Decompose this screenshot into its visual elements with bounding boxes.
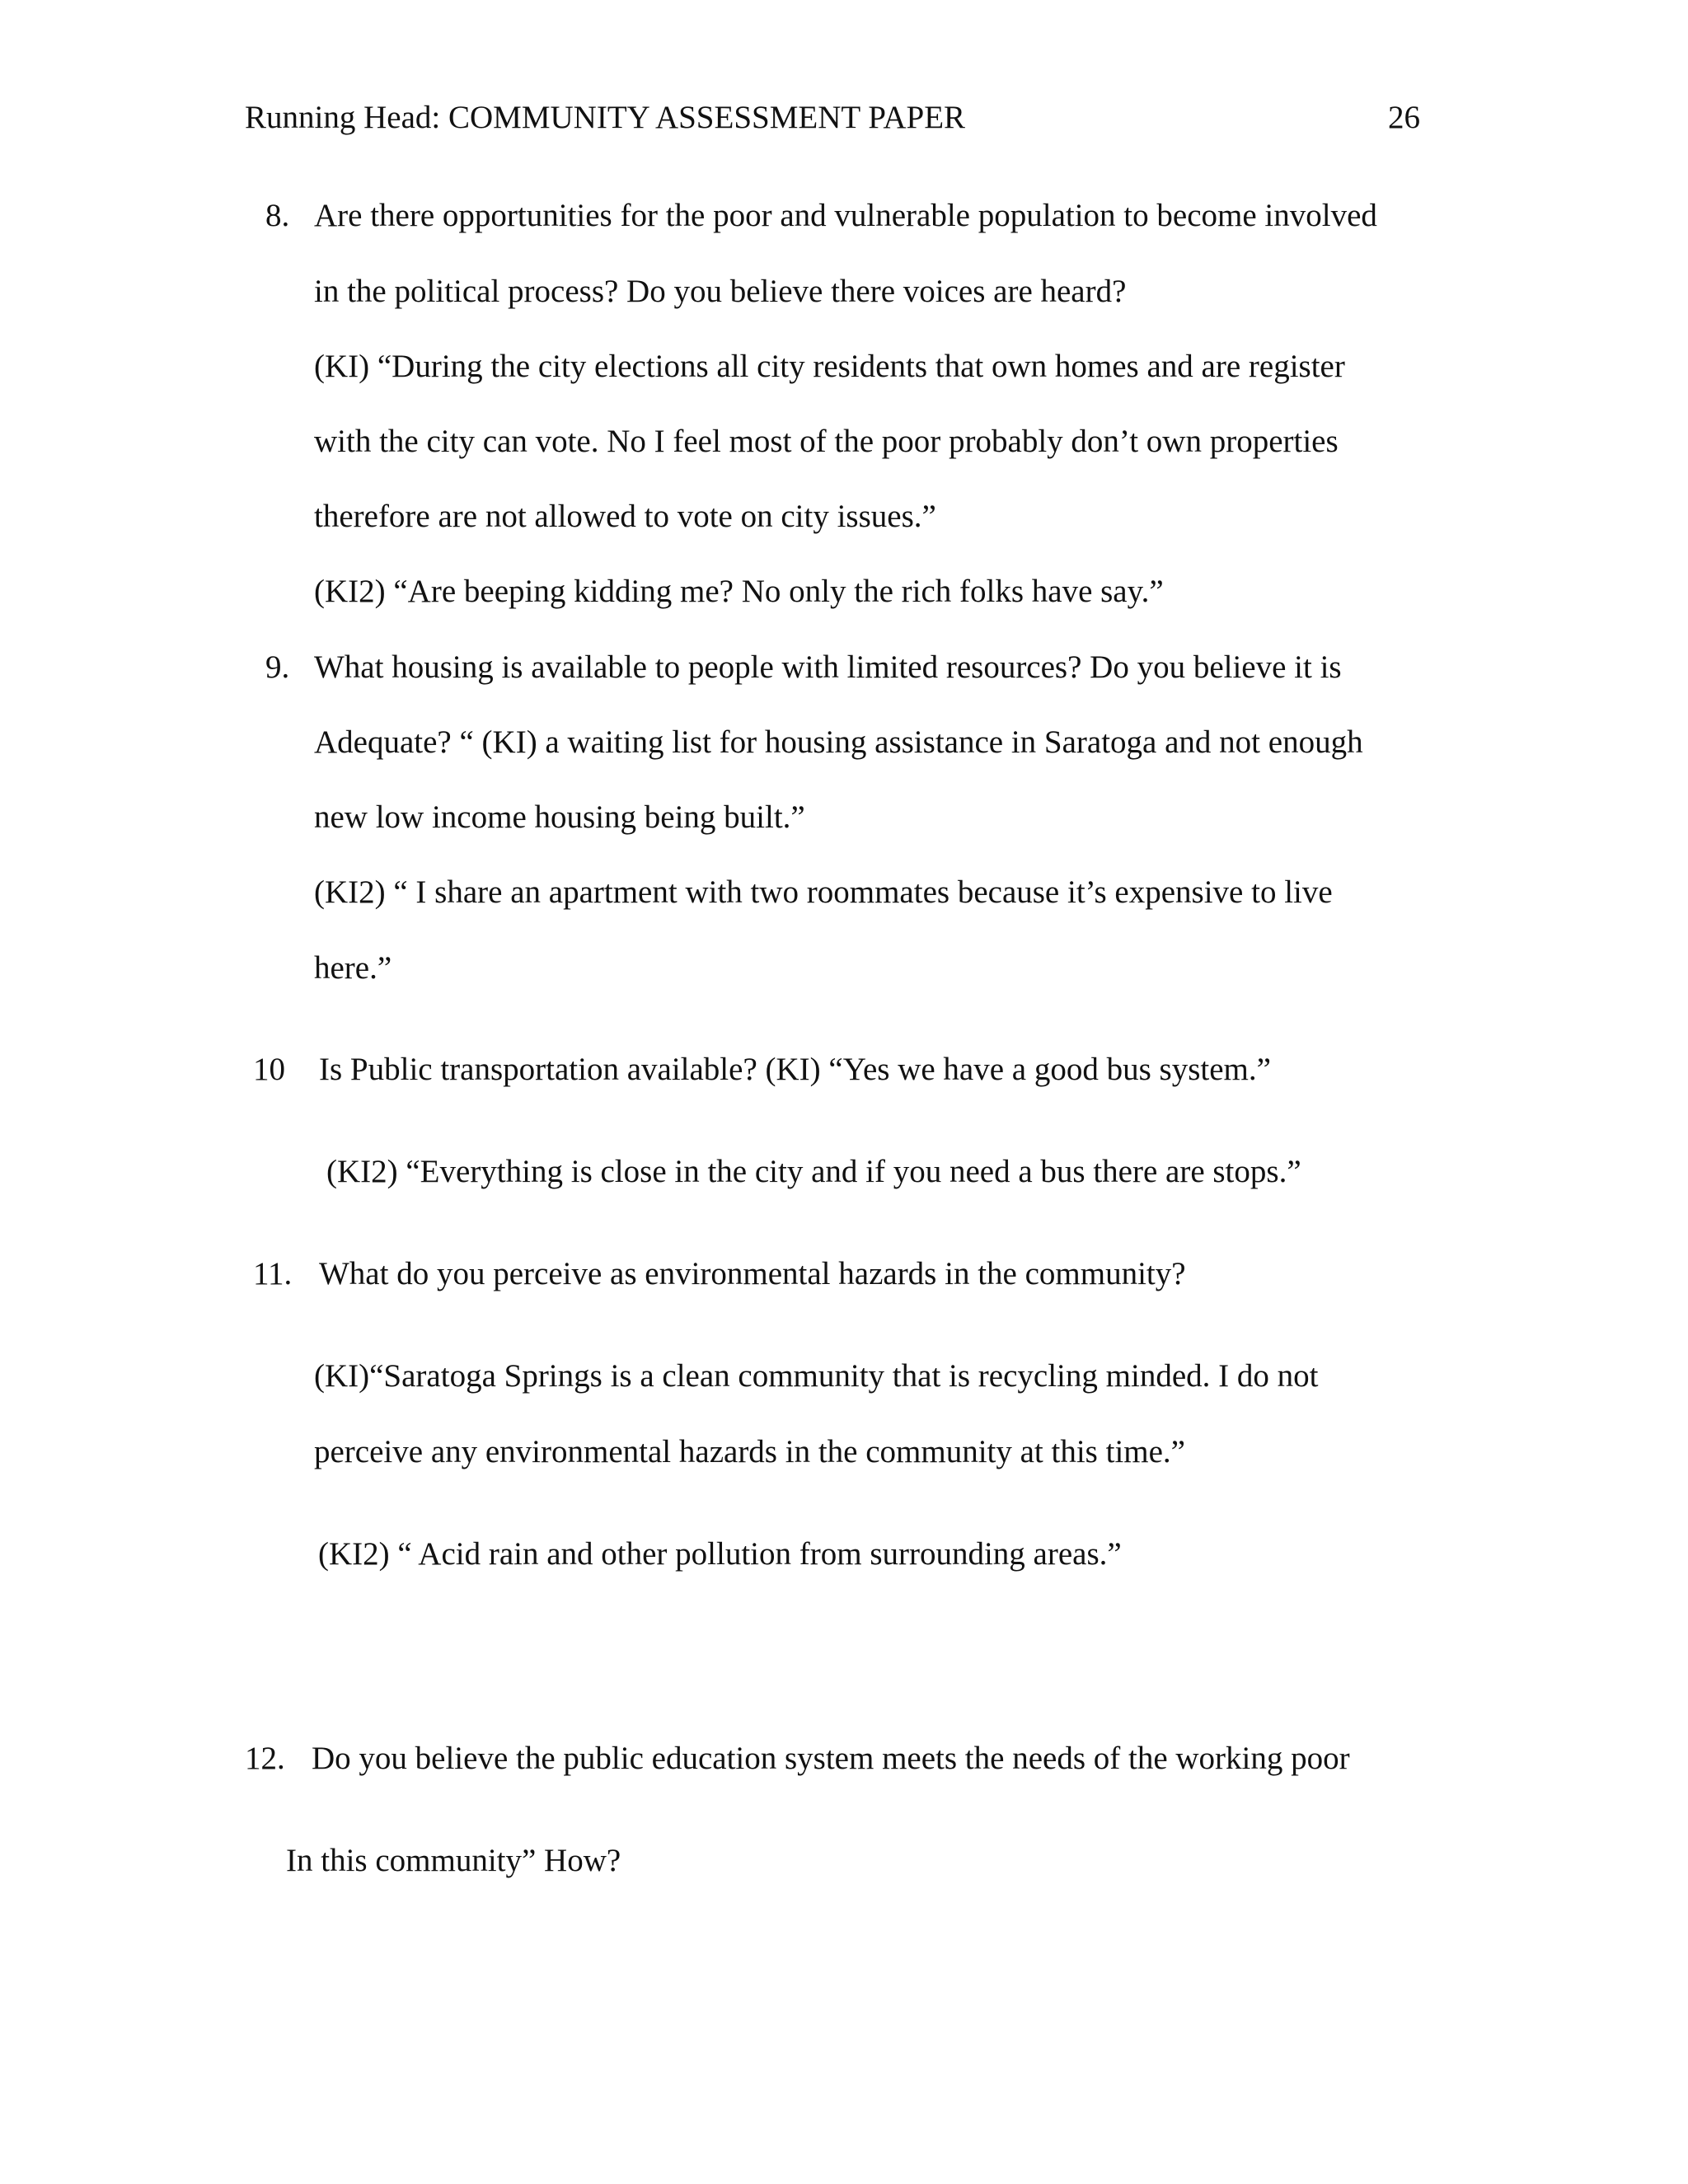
question-8-ki-line-3: therefore are not allowed to vote on city issues.” (314, 499, 936, 534)
question-8-ki2-line-1: (KI2) “Are beeping kidding me? No only the rich folks have say.” (314, 574, 1164, 609)
question-12-line-2: In this community” How? (286, 1843, 621, 1878)
question-12-number: 12. (245, 1741, 285, 1776)
question-8-line-2: in the political process? Do you believe there voices are heard? (314, 274, 1127, 309)
question-9-line-2: Adequate? “ (KI) a waiting list for housing assistance in Saratoga and not enough (314, 724, 1363, 760)
question-9-ki2-line-1: (KI2) “ I share an apartment with two roommates because it’s expensive to live (314, 874, 1333, 910)
question-10-line-1: Is Public transportation available? (KI) “Yes we have a good bus system.” (319, 1052, 1271, 1087)
question-8-ki-line-1: (KI) “During the city elections all city residents that own homes and are register (314, 349, 1345, 384)
question-8-line-1: Are there opportunities for the poor and vulnerable population to become involved (314, 198, 1377, 233)
question-8-number: 8. (265, 198, 290, 233)
question-11-line-1: What do you perceive as environmental hazards in the community? (319, 1256, 1186, 1291)
question-12-line-1: Do you believe the public education system meets the needs of the working poor (312, 1741, 1350, 1776)
question-9-line-1: What housing is available to people with limited resources? Do you believe it is (314, 649, 1342, 685)
question-11-ki-line-1: (KI)“Saratoga Springs is a clean community that is recycling minded. I do not (314, 1358, 1319, 1394)
question-8-ki-line-2: with the city can vote. No I feel most of the poor probably don’t own properties (314, 424, 1339, 459)
question-11-ki-line-2: perceive any environmental hazards in the community at this time.” (314, 1434, 1185, 1469)
running-head: Running Head: COMMUNITY ASSESSMENT PAPER (245, 100, 966, 135)
question-9-ki2-line-2: here.” (314, 950, 392, 986)
question-9-line-3: new low income housing being built.” (314, 799, 805, 835)
question-11-ki2-line-1: (KI2) “ Acid rain and other pollution from surrounding areas.” (318, 1536, 1122, 1572)
question-10-number: 10 (253, 1052, 285, 1087)
question-9-number: 9. (265, 649, 290, 685)
page-number: 26 (1388, 100, 1420, 135)
question-11-number: 11. (253, 1256, 293, 1291)
question-10-ki2-line-1: (KI2) “Everything is close in the city and if you need a bus there are stops.” (326, 1154, 1301, 1189)
